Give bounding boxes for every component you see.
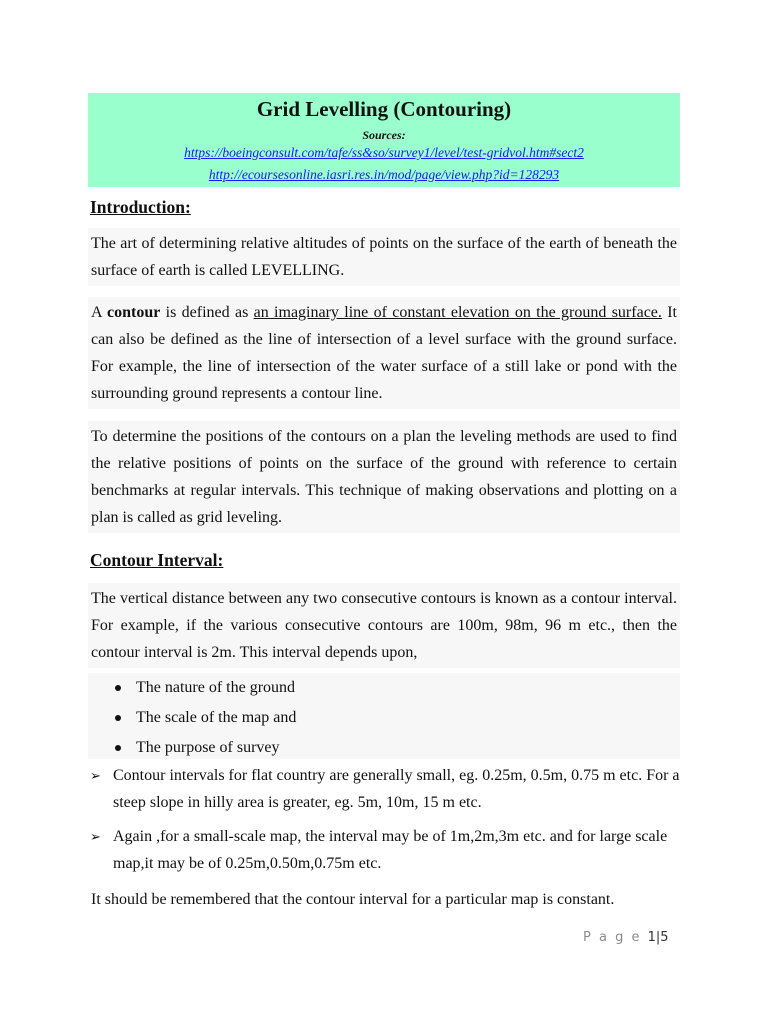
- document-title: Grid Levelling (Contouring): [256, 97, 512, 121]
- contour-term: contour: [107, 304, 161, 321]
- interval-factors-list: [88, 673, 680, 759]
- list-item: The scale of the map and: [88, 703, 680, 733]
- arrow-item-map-scale: [90, 823, 680, 877]
- grid-leveling-text: To determine the positions of the contours on a plan the leveling methods are used to find the relative positions of points on the surface of the ground with reference to certain benchmarks at regular intervals. This technique of making observations and plotting on a plan is called as grid leveling.: [91, 428, 677, 526]
- list-item: The purpose of survey: [88, 733, 680, 763]
- bullet-dot-icon: [115, 745, 121, 751]
- closing-text: It should be remembered that the contour interval for a particular map is constant.: [91, 891, 615, 908]
- arrow-bullet-icon: ➢: [90, 768, 101, 783]
- arrow-item-flat-country: [90, 762, 680, 816]
- contour-def-underlined: an imaginary line of constant elevation on the ground surface.: [253, 304, 662, 321]
- contour-def-part-b: is defined as: [160, 304, 254, 321]
- page-footer: [583, 930, 669, 945]
- bullet-dot-icon: [115, 685, 121, 691]
- page-number: 1: [647, 930, 656, 945]
- introduction-heading: Introduction:: [90, 197, 191, 217]
- contour-def-part-a: A: [91, 304, 107, 321]
- bullet-dot-icon: [115, 715, 121, 721]
- list-item: The nature of the ground: [88, 673, 680, 703]
- arrow-item-text: Contour intervals for flat country are generally small, eg. 0.25m, 0.5m, 0.75 m etc. For a steep slope in hilly area is greater, eg. 5m, 10m, 15 m etc.: [113, 767, 680, 811]
- contour-definition-paragraph: [88, 297, 680, 409]
- arrow-item-text: Again ,for a small-scale map, the interval may be of 1m,2m,3m etc. and for large scale map,it may be of 0.25m,0.50m,0.75m etc.: [113, 828, 668, 872]
- page-label: P a g e: [583, 930, 642, 945]
- title-banner: [88, 93, 680, 187]
- contour-interval-heading: Contour Interval:: [90, 550, 224, 570]
- sources-label: Sources:: [362, 128, 406, 142]
- arrow-bullet-icon: ➢: [90, 829, 101, 844]
- page-separator: |: [655, 930, 661, 945]
- source-link-2[interactable]: http://ecoursesonline.iasri.res.in/mod/page/view.php?id=128293: [208, 167, 560, 182]
- contour-interval-text: The vertical distance between any two consecutive contours is known as a contour interval. For example, if the various consecutive contours are 100m, 98m, 96 m etc., then the contour interval is 2m. This interval depends upon,: [91, 590, 677, 661]
- total-pages: 5: [660, 930, 669, 945]
- contour-interval-paragraph: [88, 583, 680, 668]
- levelling-definition-text: The art of determining relative altitudes of points on the surface of the earth of beneath the surface of earth is called LEVELLING.: [91, 235, 677, 279]
- closing-paragraph: [88, 884, 680, 914]
- levelling-definition-paragraph: [88, 228, 680, 286]
- source-link-1[interactable]: https://boeingconsult.com/tafe/ss&so/survey1/level/test-gridvol.htm#sect2: [184, 145, 584, 160]
- grid-leveling-paragraph: [88, 421, 680, 533]
- contour-def-part-c: It can also be defined as the line of intersection of a level surface with the ground surface. For example, the line of intersection of the water surface of a still lake or pond with the surrounding ground represents a contour line.: [91, 304, 677, 402]
